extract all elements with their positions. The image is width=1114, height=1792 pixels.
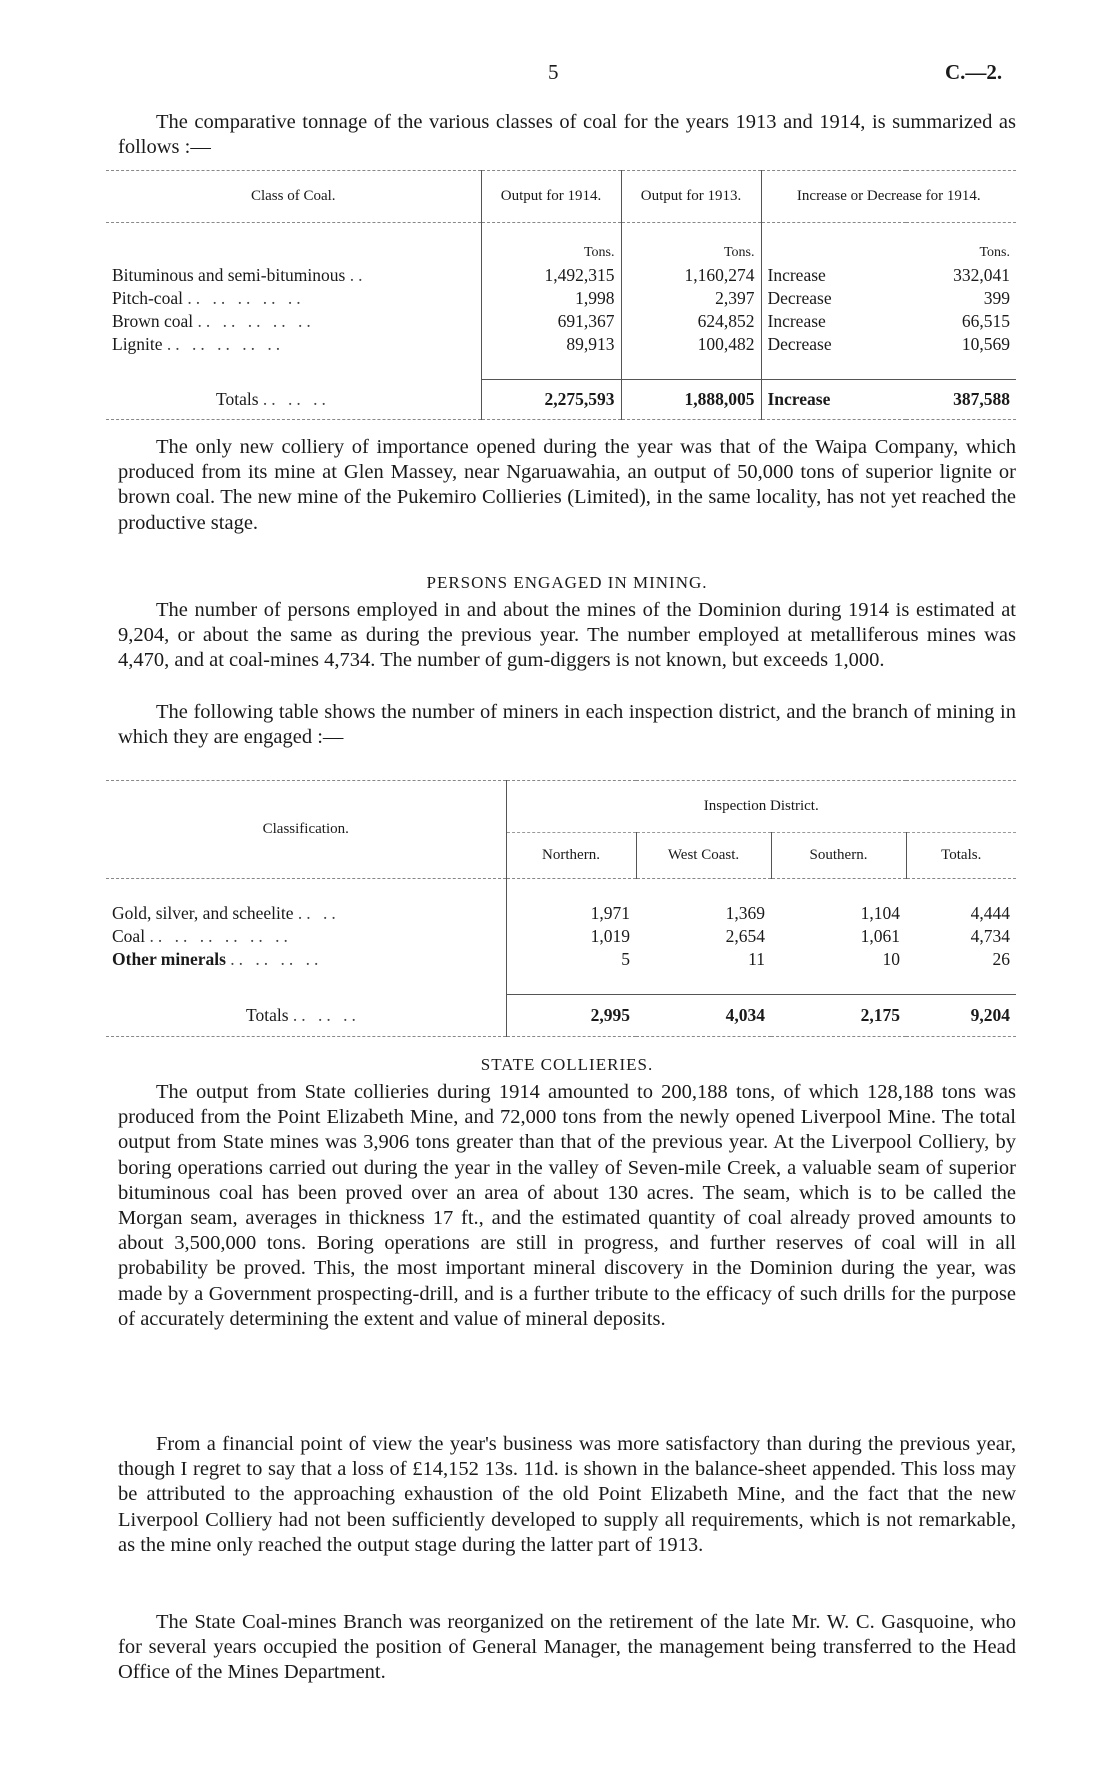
- state-paragraph-1: The output from State collieries during 1914 amounted to 200,188 tons, of which 128,188 tons was produced from the Point Elizabeth Mine, and 72,000 tons from the newly opened Liverpool Mine. The total output from State mines was 3,906 tons greater than that of the previous year. At the Liverpool Colliery, by boring operations carried out during the year in the valley of Seven-mile Creek, a valuable seam of superior bituminous coal has been proved over an area of about 130 acres. The seam, which is to be called the Morgan seam, averages in thickness 17 ft., and the estimated quantity of coal already proved amounts to about 3,500,000 tons. Boring operations are still in progress, and further reserves of coal will in all probability be proved. This, the most important mineral discovery in the Dominion during the year, was made by a Government prospecting-drill, and is a further tribute to the efficacy of such drills for the purpose of accurately determining the extent and value of mineral deposits.: [118, 1081, 1016, 1330]
- cell-west-coast: 11: [748, 949, 765, 969]
- cell-change: Decrease: [761, 333, 906, 356]
- cell-1913: 2,397: [621, 287, 761, 310]
- row-label: Pitch-coal: [112, 288, 183, 308]
- cell-change: Increase: [761, 310, 906, 333]
- total-1913: 1,888,005: [621, 380, 761, 420]
- col-header-northern: Northern.: [506, 833, 636, 879]
- row-label: Bituminous and semi-bituminous: [112, 265, 346, 285]
- table-row: Brown coal .. .. .. .. .. 691,367 624,852 Increase 66,515: [106, 310, 1016, 333]
- table-row: Gold, silver, and scheelite .. .. 1,971 1,369 1,104 4,444: [106, 902, 1016, 925]
- cell-diff: 399: [983, 288, 1010, 308]
- cell-diff: 332,041: [953, 265, 1010, 285]
- cell-1913: 1,160,274: [621, 264, 761, 287]
- total-diff: 387,588: [906, 380, 1016, 420]
- cell-diff: 66,515: [961, 311, 1010, 331]
- total-west-coast: 4,034: [636, 995, 771, 1037]
- cell-diff: 10,569: [961, 334, 1010, 354]
- cell-northern: 5: [506, 948, 636, 971]
- row-label: Coal: [112, 926, 146, 946]
- col-header-totals: Totals.: [906, 833, 1016, 879]
- table-row: Other minerals .. .. .. .. 5 11 10 26: [106, 948, 1016, 971]
- table-row: Lignite .. .. .. .. .. 89,913 100,482 Decrease 10,569: [106, 333, 1016, 356]
- cell-1913: 624,852: [621, 310, 761, 333]
- col-header-southern: Southern.: [771, 833, 906, 879]
- document-code: C.—2.: [945, 60, 1003, 84]
- state-paragraph-2: From a financial point of view the year's business was more satisfactory than during the previous year, though I regret to say that a loss of £14,152 13s. 11d. is shown in the balance-sheet appended. This loss may be attributed to the approaching exhaustion of the old Point Elizabeth Mine, and the fact that the new Liverpool Colliery had not been sufficiently developed to supply all requirements, which is not remarkable, as the mine only reached the output stage during the latter part of 1913.: [118, 1433, 1016, 1556]
- cell-1914: 1,492,315: [481, 264, 621, 287]
- col-header-1914: Output for 1914.: [481, 171, 621, 223]
- totals-label: Totals: [246, 1004, 289, 1025]
- cell-1914: 89,913: [481, 333, 621, 356]
- persons-paragraph-1: The number of persons employed in and about the mines of the Dominion during 1914 is estimated at 9,204, or about the same as during the previous year. The number employed at metalliferous mines was 4,470, and at coal-mines 4,734. The number of gum-diggers is not known, but exceeds 1,000.: [118, 599, 1016, 672]
- cell-southern: 1,104: [860, 903, 900, 923]
- table-row: Coal .. .. .. .. .. .. 1,019 2,654 1,061 4,734: [106, 925, 1016, 948]
- cell-total: 26: [992, 949, 1010, 969]
- page-number: 5: [548, 60, 559, 84]
- row-label: Lignite: [112, 334, 163, 354]
- total-northern: 2,995: [506, 995, 636, 1037]
- heading-persons: PERSONS ENGAGED IN MINING.: [426, 573, 708, 592]
- cell-change: Decrease: [761, 287, 906, 310]
- col-header-classification: Classification.: [262, 821, 349, 837]
- unit-label: Tons.: [979, 244, 1010, 260]
- row-label: Gold, silver, and scheelite: [112, 903, 294, 923]
- col-header-district: Inspection District.: [506, 781, 1016, 833]
- heading-state-collieries: STATE COLLIERIES.: [480, 1055, 654, 1074]
- persons-paragraph-2: The following table shows the number of miners in each inspection district, and the branch of mining in which they are engaged :—: [118, 701, 1016, 749]
- total-1914: 2,275,593: [481, 380, 621, 420]
- total-southern: 2,175: [771, 995, 906, 1037]
- row-label: Brown coal: [112, 311, 194, 331]
- unit-label: Tons.: [621, 223, 761, 265]
- cell-total: 4,734: [970, 926, 1010, 946]
- unit-label: Tons.: [481, 223, 621, 265]
- coal-tonnage-table: [106, 170, 1016, 420]
- cell-west-coast: 2,654: [725, 926, 765, 946]
- intro-paragraph: The comparative tonnage of the various classes of coal for the years 1913 and 1914, is summarized as follows :—: [118, 111, 1016, 159]
- cell-west-coast: 1,369: [725, 903, 765, 923]
- col-header-west-coast: West Coast.: [636, 833, 771, 879]
- col-header-change: Increase or Decrease for 1914.: [761, 171, 1016, 223]
- cell-1914: 691,367: [481, 310, 621, 333]
- cell-southern: 10: [882, 949, 900, 969]
- miners-table: [106, 780, 1016, 1037]
- col-header-class: Class of Coal.: [250, 188, 336, 204]
- cell-1914: 1,998: [481, 287, 621, 310]
- state-paragraph-3: The State Coal-mines Branch was reorganized on the retirement of the late Mr. W. C. Gasquoine, who for several years occupied the position of General Manager, the management being transferred to the Head Office of the Mines Department.: [118, 1611, 1016, 1684]
- totals-row: Totals .. .. .. 2,995 4,034 2,175 9,204: [106, 995, 1016, 1037]
- waipa-paragraph: The only new colliery of importance opened during the year was that of the Waipa Company, which produced from its mine at Glen Massey, near Ngaruawahia, an output of 50,000 tons of superior lignite or brown coal. The new mine of the Pukemiro Collieries (Limited), in the same locality, has not yet reached the productive stage.: [118, 436, 1016, 534]
- cell-change: Increase: [761, 264, 906, 287]
- col-header-1913: Output for 1913.: [621, 171, 761, 223]
- total-total: 9,204: [906, 995, 1016, 1037]
- cell-total: 4,444: [970, 903, 1010, 923]
- row-label: Other minerals: [112, 949, 226, 969]
- cell-northern: 1,019: [506, 925, 636, 948]
- total-change: Increase: [761, 380, 906, 420]
- cell-southern: 1,061: [860, 926, 900, 946]
- table-row: Bituminous and semi-bituminous .. 1,492,315 1,160,274 Increase 332,041: [106, 264, 1016, 287]
- totals-label: Totals: [216, 388, 259, 409]
- cell-northern: 1,971: [506, 902, 636, 925]
- table-row: Pitch-coal .. .. .. .. .. 1,998 2,397 Decrease 399: [106, 287, 1016, 310]
- totals-row: Totals .. .. .. 2,275,593 1,888,005 Increase 387,588: [106, 380, 1016, 420]
- cell-1913: 100,482: [621, 333, 761, 356]
